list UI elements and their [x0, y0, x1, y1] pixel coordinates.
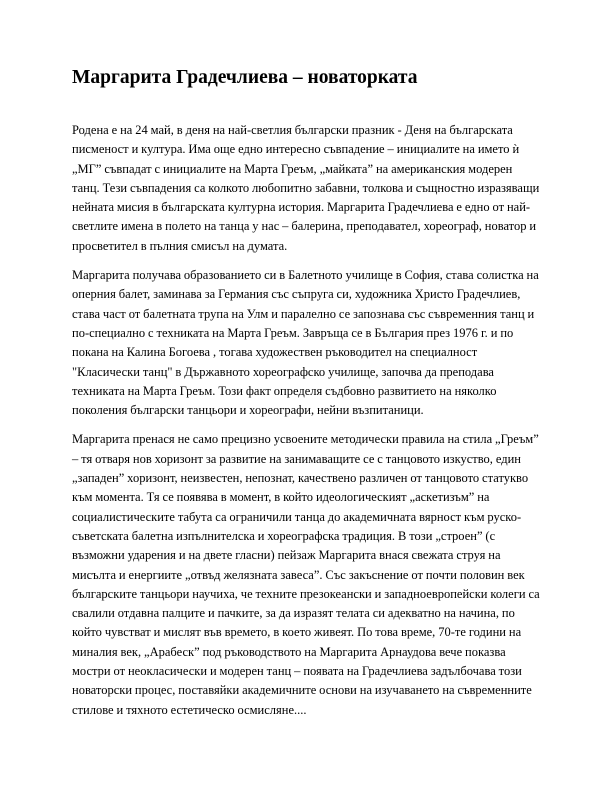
text-line: Маргарита пренася не само прецизно усвоените методически правила на стила „Греъм” [72, 432, 539, 447]
text-line: става част от балетната трупа на Улм и паралелно се запознава със съвременния танц и [72, 306, 535, 321]
text-line: техниката на Марта Греъм. Този факт определя съдбовно развитието на няколко [72, 383, 497, 398]
text-line: мисълта и енергиите „отвъд желязната завеса”. Със закъснение от почти половин век [72, 567, 525, 582]
text-line: „МГ” съвпадат с инициалите на Марта Греъм, „майката” на американския модерен [72, 161, 513, 176]
text-line: възможни ударения и на двете гласни) пейзаж Маргарита внася свежата струя на [72, 548, 501, 563]
page-title: Маргарита Градечлиева – новаторката [72, 67, 418, 88]
text-line: който чувстват и мислят във времето, в което живеят. По това време, 70-те години на [72, 625, 522, 640]
text-line: по-специално с техниката на Марта Греъм. Завръща се в България през 1976 г. и по [72, 325, 514, 340]
text-line: "Класически танц" в Държавното хореографско училище, започва да преподава [72, 364, 494, 379]
text-line: просветител в пълния смисъл на думата. [72, 238, 288, 253]
text-line: оперния балет, заминава за Германия със съпруга си, художника Христо Градечлиев, [72, 287, 521, 302]
text-line: миналия век, „Арабеск” под ръководството на Маргарита Арнаудова вече показва [72, 644, 506, 659]
text-line: писменост и култура. Има още едно интересно съвпадение – инициалите на името ѝ [72, 142, 520, 157]
text-line: – тя отваря нов хоризонт за развитие на занимаващите се с танцовото изкуство, един [72, 451, 521, 466]
text-line: българските танцьори научиха, че техните презокеански и западноевропейски колеги са [72, 586, 540, 601]
text-line: Маргарита получава образованието си в Балетното училище в София, става солистка на [72, 268, 539, 283]
text-line: Родена е на 24 май, в деня на най-светлия български празник - Деня на българската [72, 123, 513, 137]
text-line: мостри от неокласически и модерен танц – появата на Градечлиева задълбочава този [72, 664, 522, 679]
text-line: свалили отдавна палците и пачките, за да изразят телата си адекватно на начина, по [72, 606, 515, 621]
paragraph-2 [72, 266, 542, 420]
text-line: към момента. Тя се появява в момент, в който идеологическият „аскетизъм” на [72, 490, 490, 505]
text-line: танц. Тези съвпадения са колкото любопитно забавни, толкова и същностно изразяващи [72, 180, 540, 195]
article-body [72, 121, 542, 730]
text-line: новаторски процес, поставяйки академичните основи на изучаването на съвременните [72, 683, 532, 698]
text-line: стилове и тяхното естетическо осмисляне.... [72, 702, 307, 717]
paragraph-1 [72, 121, 542, 256]
text-line: съветската балетна изпълнителска и хореографска традиция. В този „строен” (с [72, 528, 496, 543]
text-line: социалистическите табута са ограничили танца до академичната вярност към руско- [72, 509, 522, 524]
text-line: нейната мисия в българската културна история. Маргарита Градечлиева е едно от най- [72, 200, 531, 215]
text-line: поколения български танцьори и хореографи, нейни възпитаници. [72, 403, 424, 418]
text-line: покана на Калина Богоева , тогава художествен ръководител на специалност [72, 345, 478, 360]
paragraph-3 [72, 430, 542, 719]
text-line: „западен” хоризонт, неизвестен, непознат, качествено различен от танцовото статукво [72, 471, 529, 486]
text-line: светлите имена в полето на танца у нас – балерина, преподавател, хореограф, новатор и [72, 219, 537, 234]
